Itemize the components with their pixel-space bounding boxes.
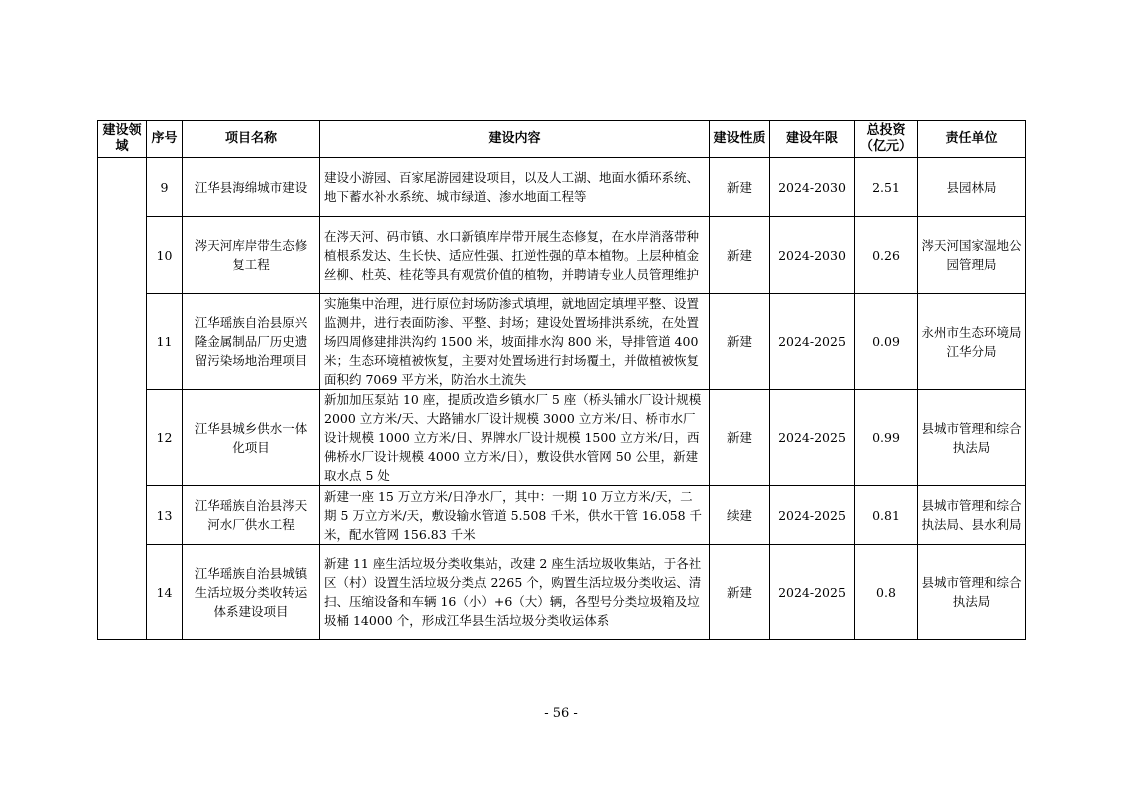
header-content: 建设内容 [320,121,710,158]
nature-cell: 新建 [710,217,770,294]
content-cell: 实施集中治理，进行原位封场防渗式填埋，就地固定填埋平整、设置监测井，进行表面防渗、平整、封场；建设处置场排洪系统，在处置场四周修建排洪沟约 1500 米，坡面排水沟 800 米，导排管道 400 米；生态环境植被恢复，主要对处置场进行封场覆土，并做植被恢复面积约 7069 平方米，防治水土流失 [320,294,710,390]
period-cell: 2024-2030 [770,158,855,217]
table-row [98,294,1026,390]
name-cell: 江华瑶族自治县原兴隆金属制品厂历史遗留污染场地治理项目 [183,294,320,390]
period-cell: 2024-2025 [770,486,855,545]
nature-cell: 新建 [710,158,770,217]
name-cell: 江华县城乡供水一体化项目 [183,390,320,486]
project-table [97,120,1026,640]
investment-cell: 0.8 [855,545,918,640]
header-nature: 建设性质 [710,121,770,158]
table-row [98,486,1026,545]
investment-cell: 0.99 [855,390,918,486]
table-row [98,545,1026,640]
header-investment: 总投资（亿元） [855,121,918,158]
investment-cell: 2.51 [855,158,918,217]
investment-cell: 0.26 [855,217,918,294]
unit-cell: 县城市管理和综合执法局、县水利局 [918,486,1026,545]
header-period: 建设年限 [770,121,855,158]
name-cell: 涔天河库岸带生态修复工程 [183,217,320,294]
content-cell: 新建 11 座生活垃圾分类收集站，改建 2 座生活垃圾收集站，于各社区（村）设置生活垃圾分类点 2265 个，购置生活垃圾分类收运、清扫、压缩设备和车辆 16（小）+6（大）辆，各型号分类垃圾箱及垃圾桶 14000 个，形成江华县生活垃圾分类收运体系 [320,545,710,640]
seq-cell: 14 [147,545,183,640]
period-cell: 2024-2025 [770,294,855,390]
page-number: - 56 - [544,706,578,721]
name-cell: 江华县海绵城市建设 [183,158,320,217]
investment-cell: 0.09 [855,294,918,390]
unit-cell: 县园林局 [918,158,1026,217]
content-cell: 建设小游园、百家尾游园建设项目，以及人工湖、地面水循环系统、地下蓄水补水系统、城市绿道、渗水地面工程等 [320,158,710,217]
seq-cell: 9 [147,158,183,217]
header-unit: 责任单位 [918,121,1026,158]
nature-cell: 新建 [710,294,770,390]
table-header-row [98,121,1026,158]
nature-cell: 新建 [710,545,770,640]
name-cell: 江华瑶族自治县城镇生活垃圾分类收转运体系建设项目 [183,545,320,640]
seq-cell: 12 [147,390,183,486]
header-name: 项目名称 [183,121,320,158]
period-cell: 2024-2030 [770,217,855,294]
content-cell: 新建一座 15 万立方米/日净水厂，其中：一期 10 万立方米/天，二期 5 万立方米/天，敷设输水管道 5.508 千米，供水干管 16.058 千米，配水管网 156.83 千米 [320,486,710,545]
unit-cell: 县城市管理和综合执法局 [918,545,1026,640]
field-cell [98,158,147,640]
investment-cell: 0.81 [855,486,918,545]
seq-cell: 13 [147,486,183,545]
unit-cell: 县城市管理和综合执法局 [918,390,1026,486]
nature-cell: 续建 [710,486,770,545]
content-cell: 在涔天河、码市镇、水口新镇库岸带开展生态修复，在水岸消落带种植根系发达、生长快、适应性强、扛逆性强的草本植物。上层种植金丝柳、杜英、桂花等具有观赏价值的植物，并聘请专业人员管理维护 [320,217,710,294]
table-row [98,390,1026,486]
header-field: 建设领域 [98,121,147,158]
period-cell: 2024-2025 [770,545,855,640]
name-cell: 江华瑶族自治县涔天河水厂供水工程 [183,486,320,545]
unit-cell: 永州市生态环境局江华分局 [918,294,1026,390]
table-row [98,217,1026,294]
table-row [98,158,1026,217]
unit-cell: 涔天河国家湿地公园管理局 [918,217,1026,294]
period-cell: 2024-2025 [770,390,855,486]
seq-cell: 11 [147,294,183,390]
header-seq: 序号 [147,121,183,158]
seq-cell: 10 [147,217,183,294]
content-cell: 新加加压泵站 10 座，提质改造乡镇水厂 5 座（桥头铺水厂设计规模 2000 立方米/天、大路铺水厂设计规模 3000 立方米/日、桥市水厂设计规模 1000 立方米/日、界牌水厂设计规模 1500 立方米/日，西佛桥水厂设计规模 4000 立方米/日），敷设供水管网 50 公里，新建取水点 5 处 [320,390,710,486]
nature-cell: 新建 [710,390,770,486]
